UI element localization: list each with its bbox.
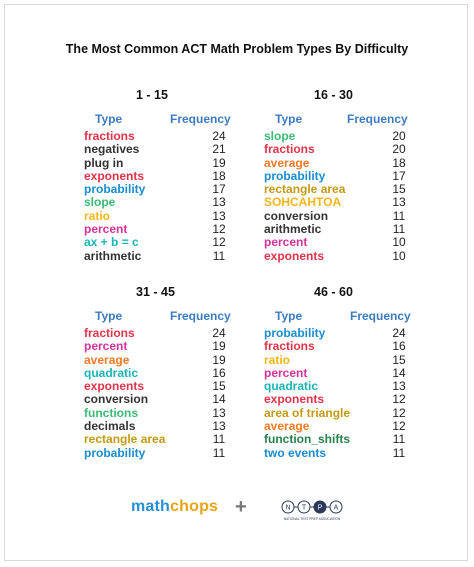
table-row — [264, 447, 464, 460]
table-row — [264, 130, 464, 143]
frequency-value: 11 — [392, 432, 406, 447]
table-row — [264, 157, 464, 170]
table-row — [264, 407, 464, 420]
logo-part-chops: chops — [170, 498, 219, 515]
frequency-value: 12 — [392, 392, 406, 407]
frequency-value: 13 — [212, 195, 226, 210]
table-row — [264, 433, 464, 446]
frequency-value: 19 — [212, 155, 226, 170]
frequency-value: 20 — [392, 142, 406, 157]
table-row — [84, 130, 284, 143]
table-row — [84, 340, 284, 353]
problem-type: rectangle area — [84, 432, 166, 447]
table-row — [84, 393, 284, 406]
frequency-value: 13 — [392, 195, 406, 210]
frequency-value: 12 — [392, 419, 406, 434]
frequency-value: 24 — [212, 326, 226, 340]
frequency-value: 14 — [212, 392, 226, 407]
frequency-value: 13 — [212, 405, 226, 420]
table-row — [84, 183, 284, 196]
table-row — [84, 367, 284, 380]
frequency-header: Frequency — [350, 309, 411, 323]
problem-type: ratio — [84, 208, 111, 223]
frequency-value: 24 — [212, 129, 226, 143]
frequency-header: Frequency — [170, 309, 231, 323]
problem-type: probability — [264, 168, 326, 183]
frequency-value: 12 — [212, 235, 226, 250]
table-row — [264, 196, 464, 209]
problem-type: negatives — [84, 142, 140, 157]
ntpa-letter-n: N — [285, 504, 291, 512]
problem-type: average — [84, 352, 130, 367]
table-row — [264, 183, 464, 196]
section-heading: 46 - 60 — [314, 285, 353, 299]
type-header: Type — [95, 309, 123, 323]
ntpa-letter-a: A — [333, 504, 339, 512]
problem-type: two events — [264, 445, 327, 460]
frequency-value: 11 — [392, 208, 406, 223]
frequency-value: 16 — [212, 365, 226, 380]
table-row — [264, 367, 464, 380]
problem-type: exponents — [264, 392, 325, 407]
frequency-value: 16 — [392, 339, 406, 354]
frequency-value: 15 — [392, 182, 406, 197]
problem-type: percent — [84, 222, 128, 237]
table-row — [84, 157, 284, 170]
table-row — [84, 380, 284, 393]
type-header: Type — [275, 309, 303, 323]
footer — [0, 496, 474, 526]
table-row — [264, 170, 464, 183]
page-frame — [4, 4, 468, 561]
table-row — [84, 420, 284, 433]
frequency-header: Frequency — [170, 112, 231, 126]
table-row — [84, 327, 284, 340]
problem-type: quadratic — [84, 365, 139, 380]
frequency-value: 10 — [392, 235, 406, 250]
table-row — [264, 340, 464, 353]
table-row — [84, 407, 284, 420]
page-title: The Most Common ACT Math Problem Types By Difficulty — [65, 42, 409, 56]
table-row — [264, 380, 464, 393]
frequency-value: 11 — [212, 432, 226, 447]
table-row — [264, 236, 464, 249]
frequency-value: 17 — [212, 182, 226, 197]
table-row — [264, 354, 464, 367]
problem-type: fractions — [264, 339, 315, 354]
frequency-value: 19 — [212, 339, 226, 354]
problem-type: functions — [84, 405, 138, 420]
problem-type: probability — [264, 326, 326, 340]
problem-type: exponents — [84, 168, 145, 183]
frequency-value: 13 — [392, 379, 406, 394]
table-row — [84, 196, 284, 209]
frequency-value: 14 — [392, 365, 406, 380]
table-row — [264, 420, 464, 433]
table-row — [264, 223, 464, 236]
table-row — [84, 447, 284, 460]
problem-type: decimals — [84, 419, 136, 434]
frequency-value: 13 — [212, 208, 226, 223]
problem-type: exponents — [84, 379, 145, 394]
plus-sign: + — [235, 496, 247, 518]
problem-type: SOHCAHTOA — [264, 195, 342, 210]
problem-type: conversion — [264, 208, 329, 223]
section-heading: 16 - 30 — [314, 88, 353, 102]
table-row — [264, 143, 464, 156]
problem-type: average — [264, 155, 310, 170]
frequency-value: 18 — [212, 168, 226, 183]
problem-type: ax + b = c — [84, 235, 139, 250]
frequency-value: 21 — [212, 142, 226, 157]
type-header: Type — [275, 112, 303, 126]
problem-type: slope — [84, 195, 116, 210]
problem-type: conversion — [84, 392, 149, 407]
table-row — [84, 210, 284, 223]
problem-type: percent — [84, 339, 128, 354]
ntpa-logo — [278, 498, 352, 524]
problem-type: average — [264, 419, 310, 434]
table-row — [84, 433, 284, 446]
problem-type: fractions — [84, 129, 135, 143]
problem-type: percent — [264, 365, 308, 380]
mathchops-logo — [131, 498, 218, 516]
problem-type: plug in — [84, 155, 124, 170]
frequency-value: 20 — [392, 129, 406, 143]
problem-type: arithmetic — [84, 248, 142, 263]
problem-type: quadratic — [264, 379, 319, 394]
frequency-value: 19 — [212, 352, 226, 367]
frequency-value: 11 — [392, 445, 406, 460]
section-heading: 1 - 15 — [136, 88, 168, 102]
table-row — [264, 393, 464, 406]
ntpa-letter-t: T — [301, 504, 307, 512]
row-list — [84, 130, 284, 263]
frequency-value: 24 — [392, 326, 406, 340]
frequency-value: 12 — [392, 405, 406, 420]
problem-type: function_shifts — [264, 432, 350, 447]
problem-type: ratio — [264, 352, 291, 367]
row-list — [264, 130, 464, 263]
frequency-value: 15 — [212, 379, 226, 394]
frequency-value: 11 — [212, 248, 226, 263]
table-row — [84, 223, 284, 236]
logo-part-math: math — [131, 498, 171, 515]
table-row — [84, 170, 284, 183]
table-row — [264, 210, 464, 223]
problem-type: probability — [84, 182, 146, 197]
frequency-header: Frequency — [347, 112, 408, 126]
table-row — [84, 250, 284, 263]
problem-type: arithmetic — [264, 222, 322, 237]
frequency-value: 15 — [392, 352, 406, 367]
table-row — [84, 143, 284, 156]
type-header: Type — [95, 112, 123, 126]
problem-type: slope — [264, 129, 296, 143]
frequency-value: 17 — [392, 168, 406, 183]
table-row — [84, 236, 284, 249]
section-heading: 31 - 45 — [136, 285, 175, 299]
problem-type: probability — [84, 445, 146, 460]
table-row — [264, 250, 464, 263]
problem-type: percent — [264, 235, 308, 250]
frequency-value: 12 — [212, 222, 226, 237]
frequency-value: 13 — [212, 419, 226, 434]
problem-type: fractions — [264, 142, 315, 157]
problem-type: exponents — [264, 248, 325, 263]
frequency-value: 18 — [392, 155, 406, 170]
problem-type: rectangle area — [264, 182, 346, 197]
frequency-value: 11 — [212, 445, 226, 460]
ntpa-letter-p: P — [317, 504, 323, 512]
ntpa-caption: NATIONAL TEST PREP ASSOCIATION — [283, 517, 341, 521]
problem-type: fractions — [84, 326, 135, 340]
frequency-value: 10 — [392, 248, 406, 263]
problem-type: area of triangle — [264, 405, 351, 420]
table-row — [264, 327, 464, 340]
table-row — [84, 354, 284, 367]
row-list — [264, 327, 464, 460]
frequency-value: 11 — [392, 222, 406, 237]
row-list — [84, 327, 284, 460]
